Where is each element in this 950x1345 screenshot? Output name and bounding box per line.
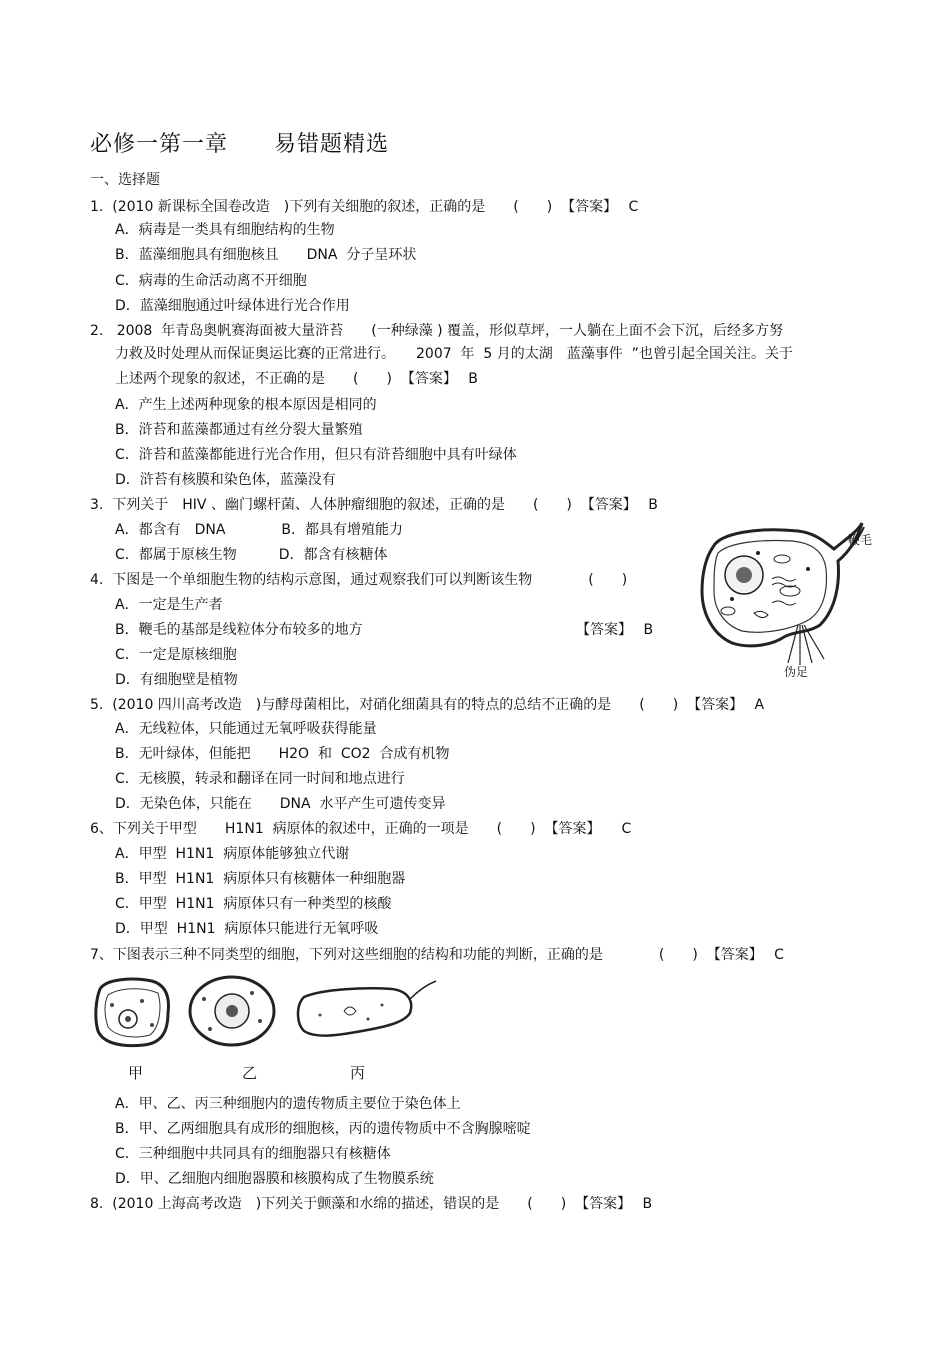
- question-5-option-a: A．无线粒体，只能通过无氧呼吸获得能量: [115, 721, 377, 737]
- page-title: 必修一第一章 易错题精选: [90, 132, 390, 157]
- question-7-stem: 7、下图表示三种不同类型的细胞，下列对这些细胞的结构和功能的判断，正确的是 ( ) 【答案】 C: [90, 947, 784, 963]
- question-4-option-b: B．鞭毛的基部是线粒体分布较多的地方: [115, 622, 363, 638]
- question-2-option-a: A．产生上述两种现象的根本原因是相同的: [115, 397, 377, 413]
- question-3-stem: 3. 下列关于 HIV 、幽门螺杆菌、人体肿瘤细胞的叙述，正确的是 ( ) 【答案】 B: [90, 497, 658, 513]
- three-cells-icon: [92, 975, 447, 1055]
- question-7-option-a: A．甲、乙、丙三种细胞内的遗传物质主要位于染色体上: [115, 1096, 461, 1112]
- question-6-option-d: D．甲型 H1N1 病原体只能进行无氧呼吸: [115, 921, 379, 937]
- question-1-option-c: C．病毒的生命活动离不开细胞: [115, 273, 307, 289]
- question-4-stem: 4. 下图是一个单细胞生物的结构示意图，通过观察我们可以判断该生物 ( ): [90, 572, 628, 588]
- question-6-stem: 6、下列关于甲型 H1N1 病原体的叙述中，正确的一项是 ( ) 【答案】 C: [90, 821, 632, 837]
- figure-label-pseudopod: 伪足: [784, 665, 809, 679]
- figure-label-flagellum: 鞭毛: [848, 533, 873, 547]
- question-2-stem-line-2: 力救及时处理从而保证奥运比赛的正常进行。 2007 年 5 月的太湖 蓝藻事件 ”也曾引起全国关注。关于: [115, 346, 793, 362]
- section-heading: 一、选择题: [90, 172, 160, 188]
- question-4-cell-figure: [688, 513, 888, 685]
- question-5-stem: 5. (2010 四川高考改造 )与酵母菌相比，对硝化细菌具有的特点的总结不正确的是 ( ) 【答案】 A: [90, 697, 765, 713]
- question-4-option-c: C．一定是原核细胞: [115, 647, 237, 663]
- question-2-stem-line-1: 2. 2008 年青岛奥帆赛海面被大量浒苔 (一种绿藻 ) 覆盖，形似草坪，一人躺在上面不会下沉，后经多方努: [90, 323, 784, 339]
- question-6-option-b: B．甲型 H1N1 病原体只有核糖体一种细胞器: [115, 871, 406, 887]
- question-4-option-a: A．一定是生产者: [115, 597, 223, 613]
- question-7-option-c: C．三种细胞中共同具有的细胞器只有核糖体: [115, 1146, 391, 1162]
- question-4-answer: 【答案】 B: [576, 622, 654, 638]
- figure-caption-cell-b: 乙: [242, 1064, 258, 1082]
- question-8-stem: 8. (2010 上海高考改造 )下列关于颤藻和水绵的描述，错误的是 ( ) 【答案】 B: [90, 1196, 653, 1212]
- figure-caption-cell-a: 甲: [128, 1064, 144, 1082]
- question-5-option-d: D．无染色体，只能在 DNA 水平产生可遗传变异: [115, 796, 446, 812]
- question-1-option-d: D．蓝藻细胞通过叶绿体进行光合作用: [115, 298, 350, 314]
- question-6-option-c: C．甲型 H1N1 病原体只有一种类型的核酸: [115, 896, 392, 912]
- question-5-option-b: B．无叶绿体，但能把 H2O 和 CO2 合成有机物: [115, 746, 450, 762]
- question-4-option-d: D．有细胞壁是植物: [115, 672, 238, 688]
- question-2-stem-line-3: 上述两个现象的叙述，不正确的是 ( ) 【答案】 B: [115, 371, 478, 387]
- question-2-option-b: B．浒苔和蓝藻都通过有丝分裂大量繁殖: [115, 422, 363, 438]
- question-7-option-b: B．甲、乙两细胞具有成形的细胞核，丙的遗传物质中不含胸腺嘧啶: [115, 1121, 531, 1137]
- question-2-option-d: D．浒苔有核膜和染色体，蓝藻没有: [115, 472, 336, 488]
- question-2-option-c: C．浒苔和蓝藻都能进行光合作用，但只有浒苔细胞中具有叶绿体: [115, 447, 517, 463]
- question-6-option-a: A．甲型 H1N1 病原体能够独立代谢: [115, 846, 350, 862]
- question-7-cells-figure: [92, 975, 447, 1055]
- question-3-options-cd: C．都属于原核生物 D．都含有核糖体: [115, 547, 388, 563]
- question-1-stem: 1. (2010 新课标全国卷改造 )下列有关细胞的叙述，正确的是 ( ) 【答案】 C: [90, 199, 639, 215]
- question-1-option-a: A．病毒是一类具有细胞结构的生物: [115, 222, 335, 238]
- question-7-option-d: D．甲、乙细胞内细胞器膜和核膜构成了生物膜系统: [115, 1171, 434, 1187]
- question-1-option-b: B．蓝藻细胞具有细胞核且 DNA 分子呈环状: [115, 247, 417, 263]
- question-3-options-ab: A．都含有 DNA B．都具有增殖能力: [115, 522, 404, 538]
- figure-caption-cell-c: 丙: [350, 1064, 366, 1082]
- question-5-option-c: C．无核膜，转录和翻译在同一时间和地点进行: [115, 771, 405, 787]
